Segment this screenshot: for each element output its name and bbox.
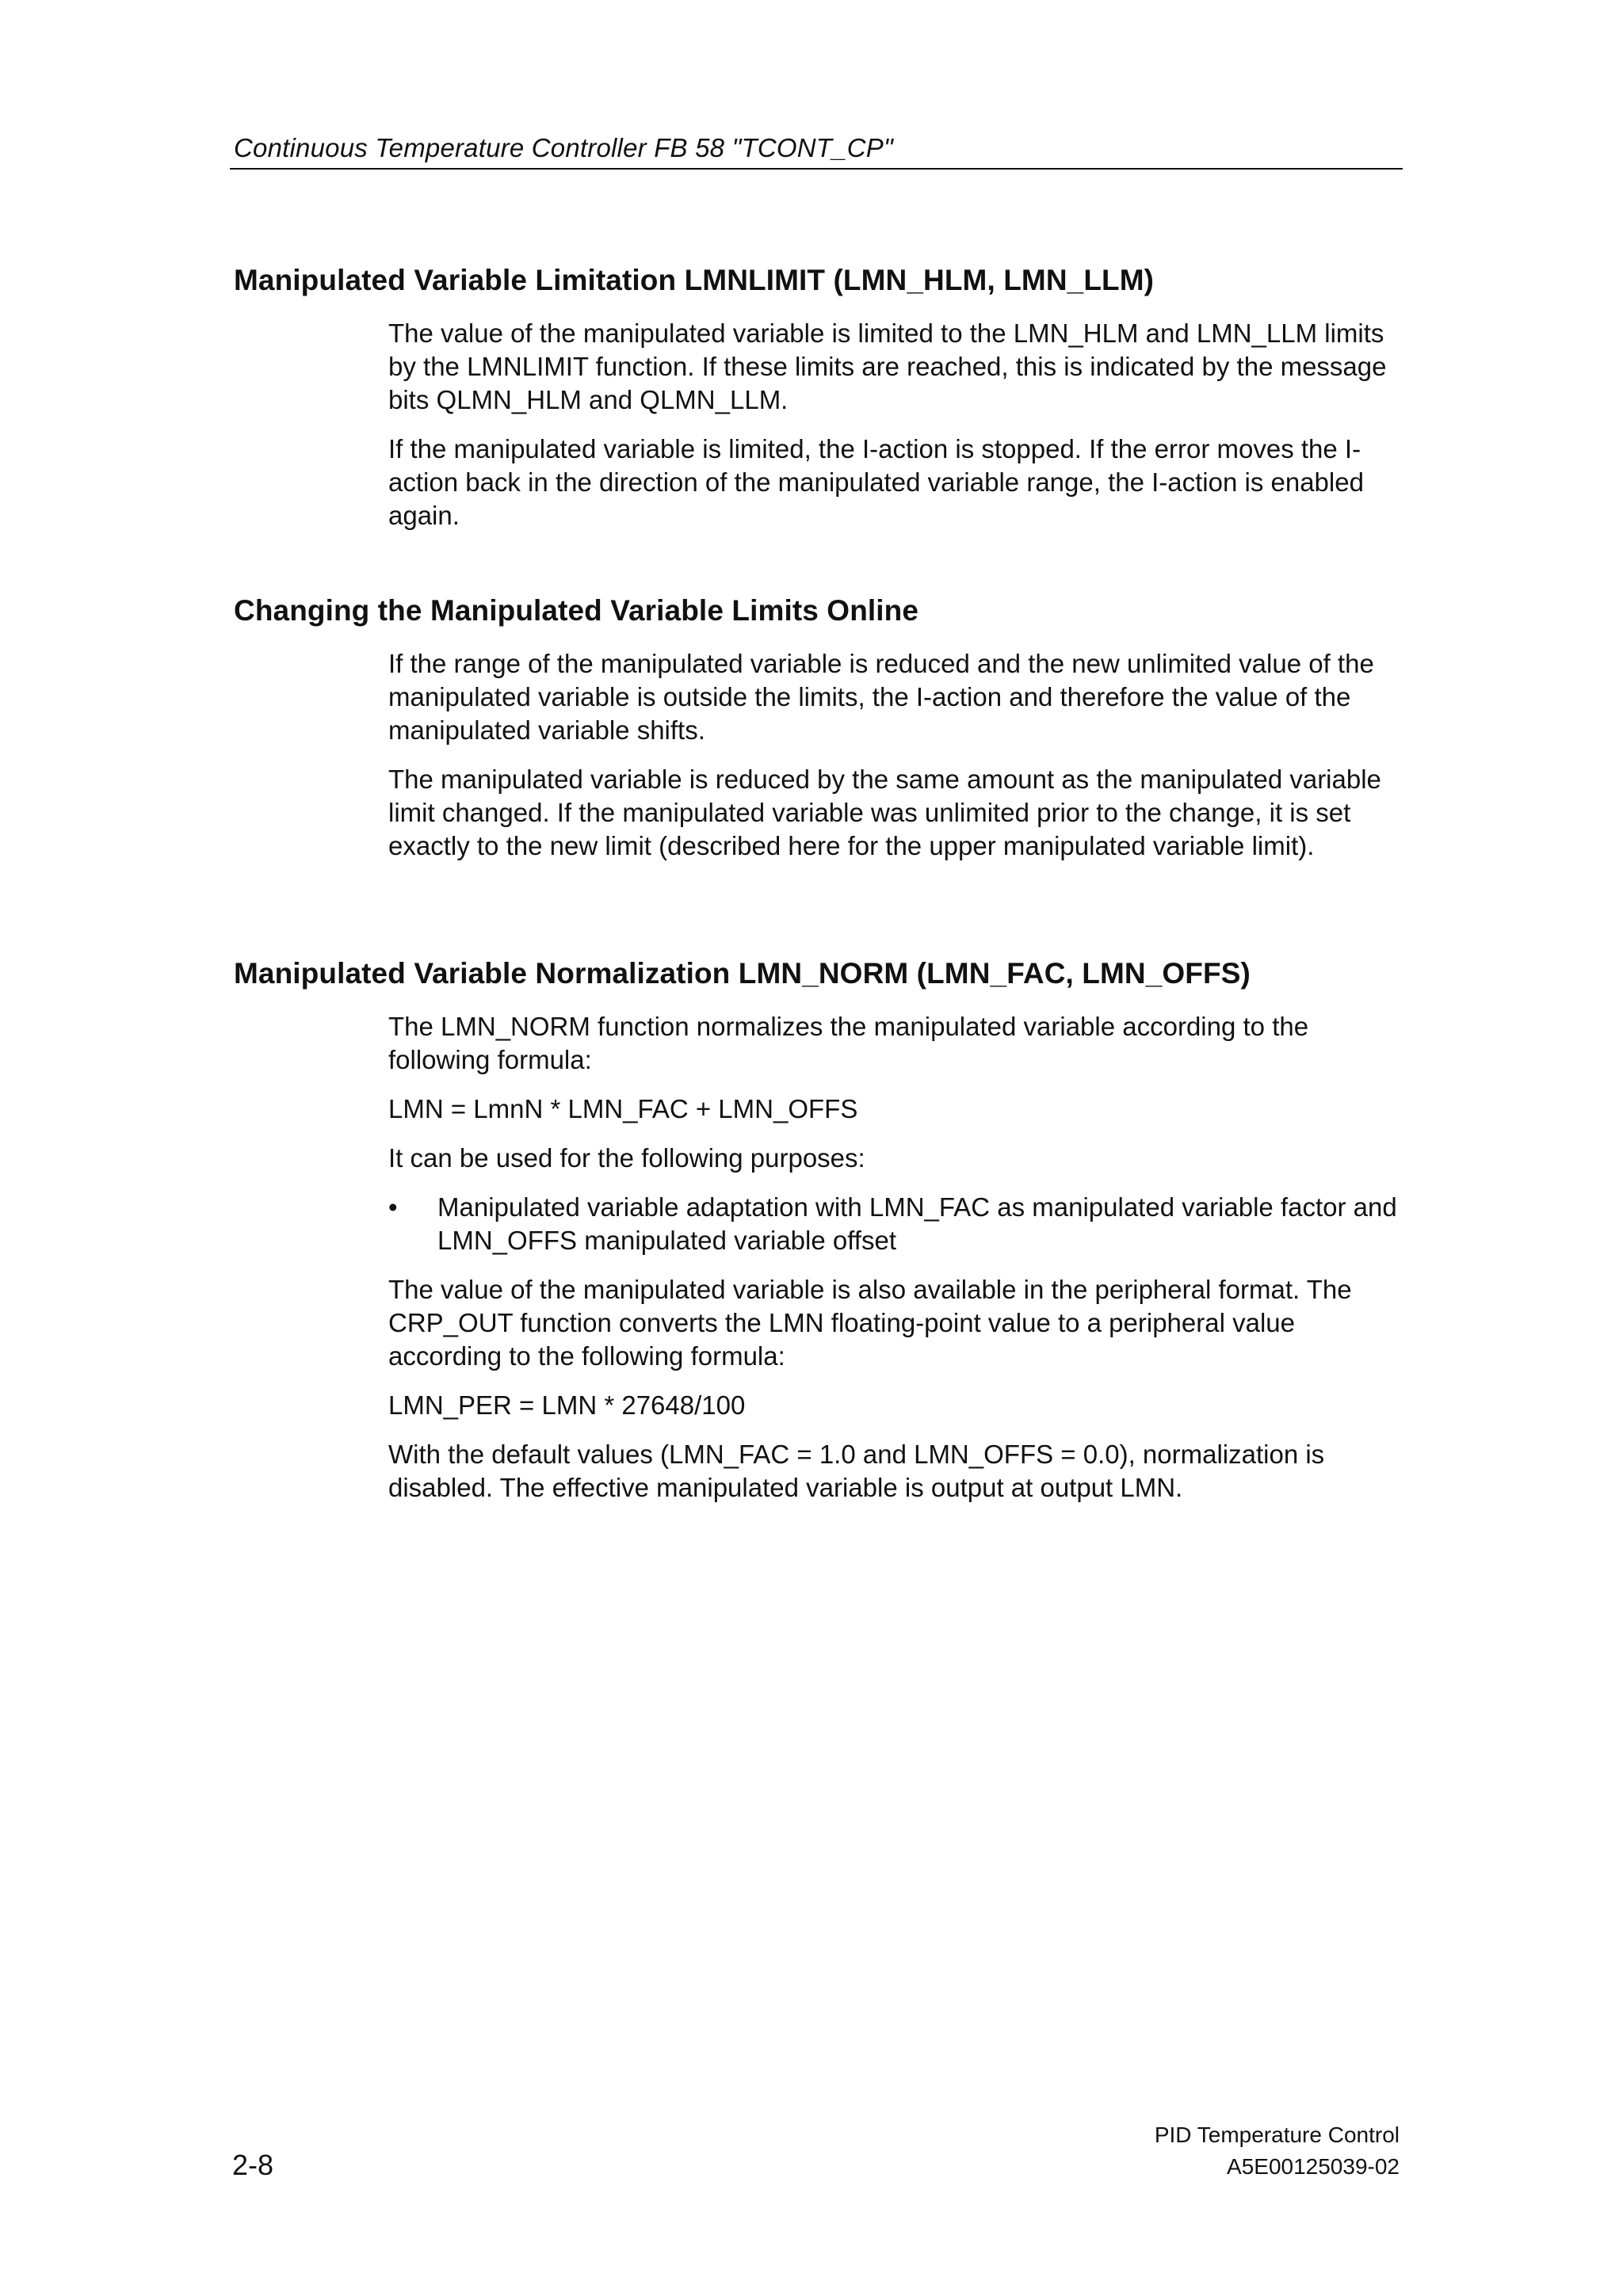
paragraph: The value of the manipulated variable is also available in the peripheral format. The CRP_OUT function converts the LMN floating-point value to a peripheral value according to the following formula: xyxy=(388,1275,1352,1371)
paragraph: The value of the manipulated variable is limited to the LMN_HLM and LMN_LLM limits by the LMNLIMIT function. If these limits are reached, this is indicated by the message bits QLMN_HLM and QLMN_LLM. xyxy=(388,318,1387,414)
bullet-icon: • xyxy=(388,1192,398,1222)
footer-doc-id: A5E00125039-02 xyxy=(1227,2154,1400,2179)
paragraph: If the manipulated variable is limited, the I-action is stopped. If the error moves the I-action back in the direction of the manipulated variable range, the I-action is enabled again. xyxy=(388,434,1364,530)
paragraph: If the range of the manipulated variable is reduced and the new unlimited value of the manipulated variable is outside the limits, the I-action and therefore the value of the manipulated variable shifts. xyxy=(388,649,1374,745)
section-body-lmnlimit xyxy=(388,317,1403,548)
paragraph: The manipulated variable is reduced by the same amount as the manipulated variable limit changed. If the manipulated variable was unlimited prior to the change, it is set exactly to the new limit (described here for the upper manipulated variable limit). xyxy=(388,765,1381,860)
section-heading-limits-online: Changing the Manipulated Variable Limits Online xyxy=(234,594,919,627)
page-number: 2-8 xyxy=(232,2149,274,2181)
section-heading-lmnlimit: Manipulated Variable Limitation LMNLIMIT (LMN_HLM, LMN_LLM) xyxy=(234,264,1155,296)
header-rule xyxy=(230,168,1403,170)
section-body-limits-online xyxy=(388,647,1403,879)
footer-doc-info xyxy=(1155,2119,1400,2183)
paragraph: It can be used for the following purposes: xyxy=(388,1143,865,1173)
running-header: Continuous Temperature Controller FB 58 "TCONT_CP" xyxy=(234,133,893,162)
paragraph: The LMN_NORM function normalizes the manipulated variable according to the following formula: xyxy=(388,1012,1309,1074)
formula-lmn-per: LMN_PER = LMN * 27648/100 xyxy=(388,1390,746,1420)
section-body-lmn-norm xyxy=(388,1010,1403,1520)
formula-lmn: LMN = LmnN * LMN_FAC + LMN_OFFS xyxy=(388,1094,858,1123)
footer-doc-title: PID Temperature Control xyxy=(1154,2122,1400,2147)
paragraph: With the default values (LMN_FAC = 1.0 and LMN_OFFS = 0.0), normalization is disabled. The effective manipulated variable is output at output LMN. xyxy=(388,1440,1325,1502)
section-heading-lmn-norm: Manipulated Variable Normalization LMN_NORM (LMN_FAC, LMN_OFFS) xyxy=(234,957,1251,990)
bullet-list-item xyxy=(388,1191,1403,1257)
bullet-text: Manipulated variable adaptation with LMN_FAC as manipulated variable factor and LMN_OFFS manipulated variable offset xyxy=(437,1192,1397,1255)
